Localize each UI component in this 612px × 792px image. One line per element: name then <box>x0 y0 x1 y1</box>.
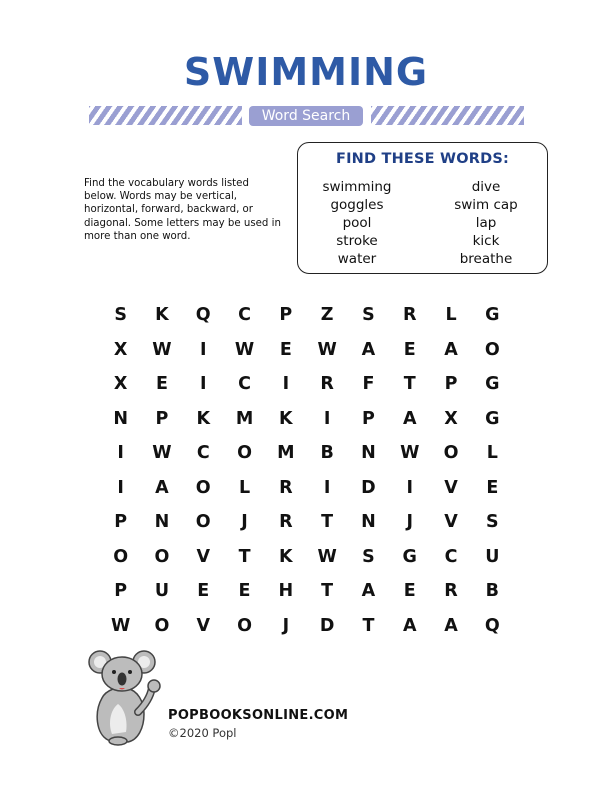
instructions-text: Find the vocabulary words listed below. Words may be vertical, horizontal, forward, backward, or diagonal. Some letters may be used in more than one word. <box>84 178 281 242</box>
word-item: goggles <box>330 197 384 213</box>
grid-letter: J <box>241 512 248 532</box>
grid-letter: A <box>402 615 417 636</box>
word-item: water <box>337 251 377 267</box>
grid-letter: P <box>444 374 458 394</box>
grid-letter: K <box>279 546 293 567</box>
grid-letter: T <box>238 546 251 567</box>
grid-letter: T <box>321 581 334 601</box>
grid-letter: V <box>196 615 211 636</box>
grid-letter: A <box>155 477 169 498</box>
grid-letter: D <box>319 615 335 636</box>
grid-letter: E <box>279 339 292 360</box>
grid-letter: V <box>196 546 211 567</box>
grid-letter: R <box>402 305 417 325</box>
grid-letter: K <box>279 408 293 429</box>
grid-letter: E <box>403 581 416 601</box>
grid-letter: G <box>485 305 500 325</box>
word-item: lap <box>475 215 497 231</box>
grid-letter: O <box>195 512 211 532</box>
grid-letter: G <box>485 408 500 429</box>
grid-letter: W <box>317 546 337 567</box>
grid-letter: S <box>114 305 127 325</box>
grid-letter: R <box>279 477 293 498</box>
grid-letter: Q <box>195 305 211 325</box>
grid-letter: H <box>278 581 294 601</box>
grid-letter: V <box>444 512 458 532</box>
grid-letter: A <box>361 339 376 360</box>
grid-letter: S <box>486 512 499 532</box>
grid-letter: A <box>402 408 417 429</box>
grid-letter: I <box>323 477 331 498</box>
grid-letter: X <box>113 339 128 360</box>
grid-letter: P <box>114 512 128 532</box>
grid-letter: I <box>199 374 207 394</box>
grid-letter: S <box>362 305 375 325</box>
word-list-title: FIND THESE WORDS: <box>335 151 509 167</box>
grid-letter: W <box>400 443 420 463</box>
grid-letter: P <box>114 581 128 601</box>
grid-letter: I <box>406 477 413 498</box>
grid-letter: O <box>443 443 459 463</box>
grid-letter: C <box>444 546 458 567</box>
grid-letter: I <box>323 408 331 429</box>
word-item: dive <box>471 179 501 195</box>
grid-letter: N <box>361 443 376 463</box>
grid-letter: O <box>154 615 170 636</box>
decorative-stripe-right <box>371 106 524 125</box>
word-list-column-1 <box>301 178 413 268</box>
page-title: SWIMMING <box>183 50 429 94</box>
word-item: swimming <box>322 179 392 195</box>
grid-letter: S <box>362 546 375 567</box>
grid-letter: W <box>110 615 131 636</box>
grid-letter: I <box>117 443 124 463</box>
grid-letter: E <box>155 374 168 394</box>
grid-letter: U <box>154 581 170 601</box>
letter-grid <box>100 298 513 643</box>
grid-letter: Q <box>484 615 500 636</box>
grid-letter: R <box>444 581 458 601</box>
grid-letter: V <box>444 477 458 498</box>
grid-letter: K <box>196 408 211 429</box>
grid-letter: E <box>403 339 416 360</box>
grid-letter: I <box>199 339 207 360</box>
grid-letter: I <box>282 374 290 394</box>
copyright-text: ©2020 Popl <box>168 726 237 740</box>
grid-letter: B <box>320 443 334 463</box>
grid-letter: W <box>234 339 255 360</box>
grid-letter: A <box>361 581 376 601</box>
grid-letter: R <box>320 374 334 394</box>
word-item: stroke <box>336 233 378 249</box>
subtitle-badge: Word Search <box>249 106 363 126</box>
grid-letter: D <box>361 477 376 498</box>
grid-letter: A <box>444 339 458 360</box>
grid-letter: T <box>403 374 416 394</box>
word-item: kick <box>472 233 500 249</box>
decorative-stripe-left <box>89 106 242 125</box>
grid-letter: P <box>279 305 293 325</box>
grid-letter: O <box>113 546 129 567</box>
grid-letter: M <box>235 408 254 429</box>
grid-letter: J <box>282 615 290 636</box>
word-list-column-2 <box>430 178 542 268</box>
grid-letter: Z <box>320 305 334 325</box>
grid-letter: K <box>155 305 169 325</box>
word-item: pool <box>342 215 372 231</box>
grid-letter: G <box>485 374 500 394</box>
grid-letter: N <box>154 512 170 532</box>
grid-letter: T <box>321 512 334 532</box>
grid-letter: X <box>444 408 458 429</box>
word-item: breathe <box>459 251 513 267</box>
grid-letter: C <box>238 374 251 394</box>
grid-letter: J <box>406 512 413 532</box>
grid-letter: P <box>155 408 169 429</box>
grid-letter: P <box>362 408 375 429</box>
grid-letter: W <box>317 339 337 360</box>
grid-letter: O <box>154 546 170 567</box>
grid-letter: G <box>402 546 417 567</box>
grid-letter: F <box>362 374 375 394</box>
grid-letter: B <box>485 581 499 601</box>
grid-letter: E <box>238 581 251 601</box>
grid-letter: T <box>362 615 375 636</box>
grid-letter: O <box>484 339 500 360</box>
word-list-box <box>297 142 548 274</box>
grid-letter: E <box>486 477 499 498</box>
grid-letter: R <box>279 512 293 532</box>
grid-letter: N <box>113 408 128 429</box>
grid-letter: L <box>445 305 457 325</box>
grid-letter: O <box>237 615 252 636</box>
grid-letter: I <box>117 477 124 498</box>
grid-letter: A <box>444 615 458 636</box>
grid-letter: W <box>152 339 172 360</box>
site-url: POPBOOKSONLINE.COM <box>168 708 349 723</box>
word-item: swim cap <box>454 197 518 213</box>
grid-letter: M <box>277 443 295 463</box>
grid-letter: C <box>238 305 251 325</box>
grid-letter: L <box>238 477 251 498</box>
grid-letter: U <box>485 546 500 567</box>
grid-letter: X <box>113 374 128 394</box>
grid-letter: O <box>237 443 252 463</box>
grid-letter: L <box>486 443 498 463</box>
grid-letter: W <box>152 443 172 463</box>
grid-letter: C <box>196 443 210 463</box>
grid-letter: N <box>361 512 376 532</box>
grid-letter: O <box>195 477 211 498</box>
grid-letter: E <box>197 581 210 601</box>
koala-waving-icon <box>88 648 168 748</box>
